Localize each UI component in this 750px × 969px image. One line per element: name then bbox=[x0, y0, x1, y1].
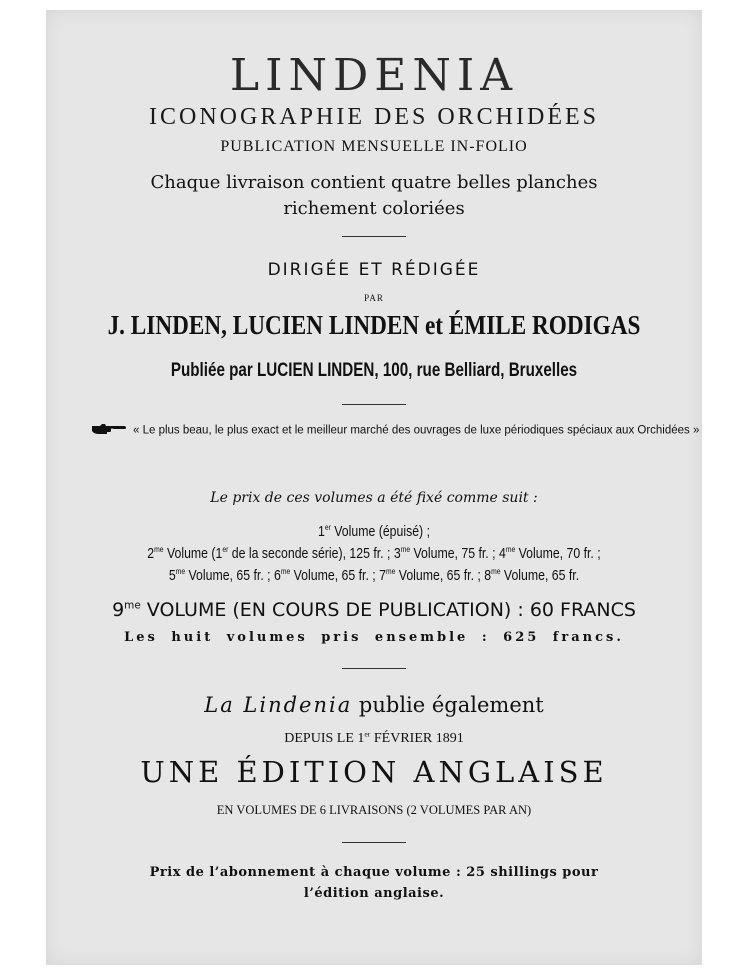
document-page bbox=[46, 10, 702, 965]
subscription-line-1: Prix de l’abonnement à chaque volume : 25 shillings pour bbox=[149, 865, 599, 880]
description-line-2: richement coloriées bbox=[283, 198, 465, 219]
divider bbox=[342, 236, 406, 237]
page-title: LINDENIA bbox=[229, 50, 519, 101]
pointing-hand-icon bbox=[91, 422, 127, 439]
volume-9-line: $9^{me}$ VOLUME (EN COURS DE PUBLICATION) : 60 FRANCS bbox=[112, 599, 636, 621]
quote-text: « Le plus beau, le plus exact et le meilleur marché des ouvrages de luxe périodiques spéciaux aux Orchidées » bbox=[133, 424, 700, 437]
subtitle: ICONOGRAPHIE DES ORCHIDÉES bbox=[148, 104, 599, 130]
volume-line-3: $5^{me}$ Volume, 65 fr. ; $6^{me}$ Volume, 65 fr. ; $7^{me}$ Volume, 65 fr. ; $8^{me}$ Volume, 65 fr. bbox=[168, 567, 580, 584]
divider bbox=[342, 404, 406, 405]
english-edition-heading: UNE ÉDITION ANGLAISE bbox=[140, 755, 608, 789]
authors: J. LINDEN, LUCIEN LINDEN et ÉMILE RODIGAS bbox=[107, 310, 641, 340]
divider bbox=[342, 668, 406, 669]
lindenia-line bbox=[46, 693, 702, 717]
volume-line-2: $2^{me}$ Volume (1er de la seconde série), 125 fr. ; $3^{me}$ Volume, 75 fr. ; $4^{me}$ Volume, 70 fr. ; bbox=[147, 545, 601, 562]
description-line-1: Chaque livraison contient quatre belles planches bbox=[150, 172, 598, 193]
price-intro: Le prix de ces volumes a été fixé comme suit : bbox=[210, 490, 538, 506]
publication-info: PUBLICATION MENSUELLE IN-FOLIO bbox=[220, 138, 528, 155]
ensemble-price: Les huit volumes pris ensemble : 625 francs. bbox=[124, 630, 624, 645]
volume-line-1: 1er Volume (épuisé) ; bbox=[317, 523, 431, 540]
since-date: DEPUIS LE 1er FÉVRIER 1891 bbox=[284, 729, 464, 746]
volumes-line: EN VOLUMES DE 6 LIVRAISONS (2 VOLUMES PAR AN) bbox=[216, 803, 532, 817]
description bbox=[46, 170, 702, 222]
lindenia-rest: publie également bbox=[352, 693, 544, 717]
directed-heading: DIRIGÉE ET RÉDIGÉE bbox=[267, 260, 481, 280]
par-label: PAR bbox=[364, 293, 384, 303]
publisher: Publiée par LUCIEN LINDEN, 100, rue Belliard, Bruxelles bbox=[170, 360, 578, 381]
divider bbox=[342, 842, 406, 843]
subscription-line-2: l’édition anglaise. bbox=[303, 886, 445, 901]
lindenia-italic: La Lindenia bbox=[204, 693, 353, 717]
quote-row bbox=[91, 422, 711, 442]
subscription-price bbox=[46, 862, 702, 904]
